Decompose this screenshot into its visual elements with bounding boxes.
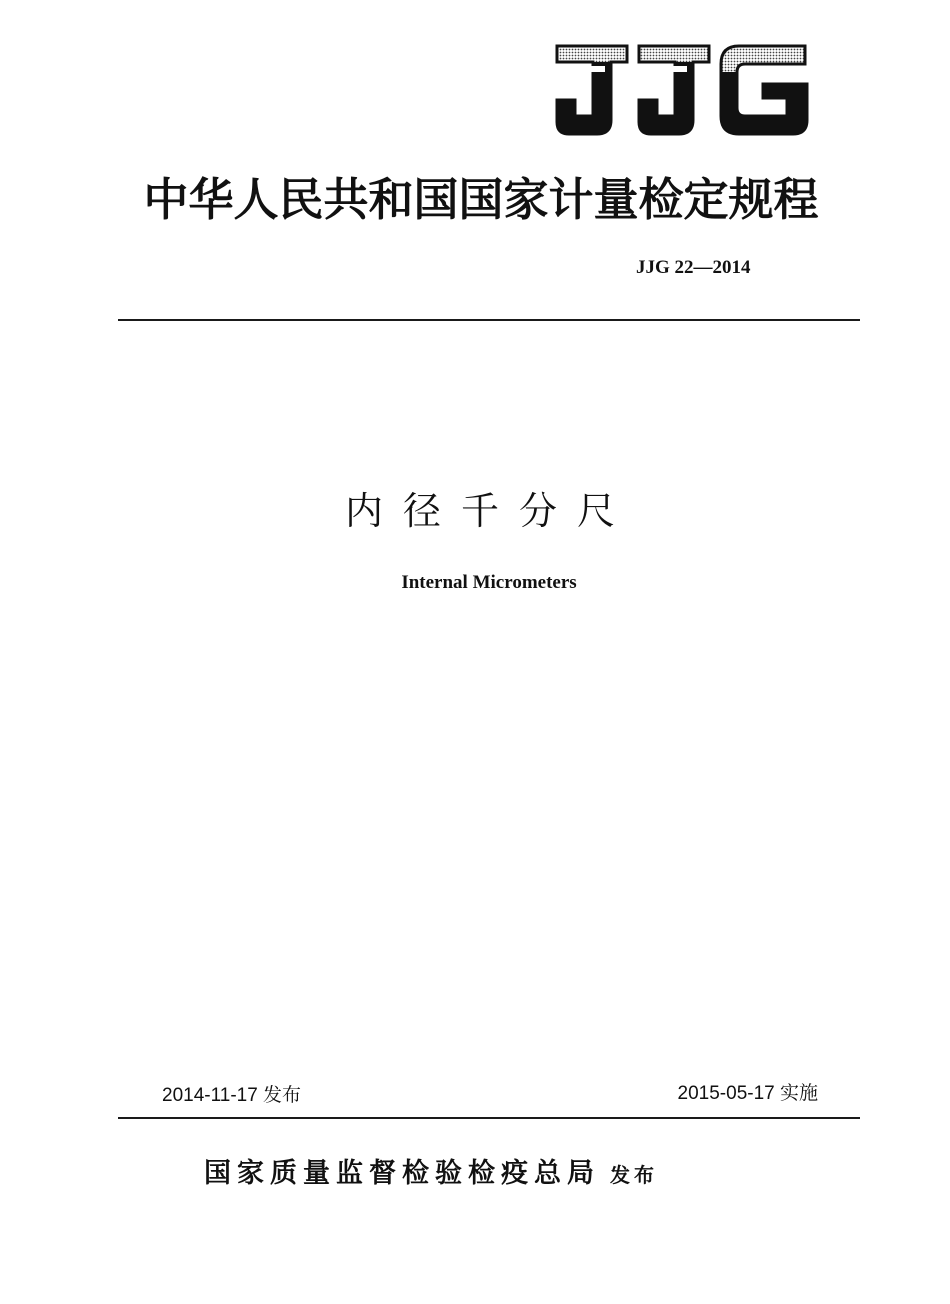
jjg-logo bbox=[553, 42, 811, 138]
issuer-name: 国家质量监督检验检疫总局 bbox=[204, 1158, 600, 1189]
implementation-date: 2015-05-17 实施 bbox=[677, 1083, 818, 1104]
document-title-chinese: 内径千分尺 bbox=[344, 489, 635, 533]
issuing-authority bbox=[204, 1154, 658, 1195]
logo-letter-j-1 bbox=[557, 46, 627, 134]
logo-letter-j-2 bbox=[639, 46, 709, 134]
logo-letter-g bbox=[721, 46, 807, 134]
regulation-series-title: 中华人民共和国国家计量检定规程 bbox=[143, 173, 819, 226]
top-divider bbox=[118, 319, 860, 321]
issue-date: 2014-11-17 发布 bbox=[162, 1085, 302, 1106]
bottom-divider bbox=[118, 1117, 860, 1119]
issuer-suffix: 发布 bbox=[610, 1163, 658, 1187]
standard-number: JJG 22—2014 bbox=[636, 257, 751, 278]
document-title-english: Internal Micrometers bbox=[401, 572, 577, 593]
